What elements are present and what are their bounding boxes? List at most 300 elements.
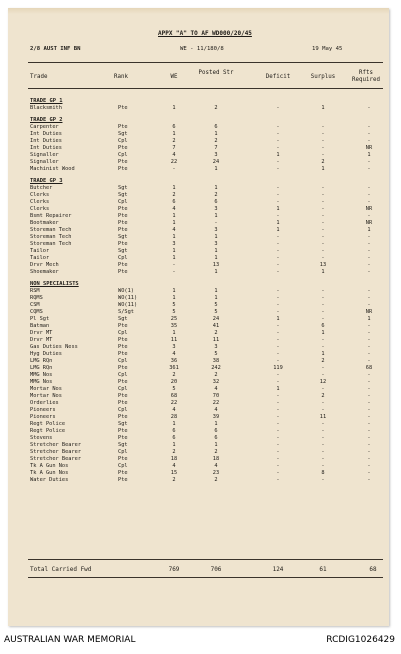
cell-trade: Mortar Nos: [30, 386, 62, 392]
cell-rank: WO(11): [118, 295, 138, 301]
cell-deficit: -: [276, 463, 280, 469]
cell-rfts: -: [367, 185, 371, 191]
cell-rfts: -: [367, 463, 371, 469]
cell-trade: Shoemaker: [30, 269, 59, 275]
table-row: [8, 295, 389, 302]
cell-rfts: -: [367, 234, 371, 240]
cell-trade: Stevens: [30, 435, 53, 441]
cell-trade: Blacksmith: [30, 105, 62, 111]
cell-posted: 6: [214, 124, 218, 130]
cell-rfts: -: [367, 295, 371, 301]
footer-source: AUSTRALIAN WAR MEMORIAL: [4, 635, 136, 645]
cell-we: 2: [172, 372, 176, 378]
cell-surplus: 1: [321, 166, 325, 172]
table-row: [8, 166, 389, 173]
cell-rank: Pte: [118, 435, 128, 441]
cell-posted: 4: [214, 463, 218, 469]
cell-posted: 3: [214, 241, 218, 247]
cell-rfts: -: [367, 262, 371, 268]
cell-deficit: -: [276, 344, 280, 350]
table-row: [8, 185, 389, 192]
cell-rank: Pte: [118, 456, 128, 462]
cell-we: 1: [172, 131, 176, 137]
cell-surplus: 1: [321, 351, 325, 357]
cell-rank: Pte: [118, 351, 128, 357]
cell-rank: Pte: [118, 393, 128, 399]
cell-we: 5: [172, 309, 176, 315]
cell-posted: 70: [212, 393, 220, 399]
cell-deficit: -: [276, 166, 280, 172]
cell-rank: Sgt: [118, 185, 128, 191]
cell-trade: LMG RQn: [30, 358, 53, 364]
col-header-we: WE: [170, 74, 178, 80]
cell-we: 11: [170, 337, 178, 343]
cell-rank: Pte: [118, 145, 128, 151]
totals-bottom-rule: [28, 577, 383, 578]
cell-surplus: -: [321, 124, 325, 130]
cell-trade: Clerks: [30, 192, 50, 198]
cell-trade: Drvr MT: [30, 330, 53, 336]
cell-posted: 1: [214, 288, 218, 294]
cell-surplus: -: [321, 138, 325, 144]
cell-surplus: -: [321, 192, 325, 198]
table-row: [8, 351, 389, 358]
cell-posted: 1: [214, 421, 218, 427]
section-heading: TRADE GP 2: [30, 117, 63, 123]
cell-surplus: -: [321, 302, 325, 308]
cell-surplus: -: [321, 463, 325, 469]
cell-rfts: 1: [367, 152, 371, 158]
cell-trade: Drvr MT: [30, 337, 53, 343]
cell-rank: Pte: [118, 206, 128, 212]
cell-posted: 3: [214, 152, 218, 158]
col-header-posted: Posted Str: [198, 70, 234, 76]
cell-we: 35: [170, 323, 178, 329]
table-row: [8, 255, 389, 262]
cell-rfts: -: [367, 379, 371, 385]
cell-we: 5: [172, 302, 176, 308]
cell-posted: 5: [214, 302, 218, 308]
cell-surplus: -: [321, 400, 325, 406]
cell-deficit: -: [276, 358, 280, 364]
table-row: [8, 159, 389, 166]
cell-rank: Pte: [118, 379, 128, 385]
cell-rfts: -: [367, 470, 371, 476]
table-row: [8, 199, 389, 206]
cell-posted: 2: [214, 105, 218, 111]
table-row: [8, 220, 389, 227]
table-row: [8, 192, 389, 199]
cell-we: 361: [169, 365, 179, 371]
cell-we: 1: [172, 330, 176, 336]
cell-deficit: -: [276, 337, 280, 343]
cell-posted: 1: [214, 269, 218, 275]
cell-we: 1: [172, 295, 176, 301]
cell-we: 4: [172, 407, 176, 413]
cell-trade: Pioneers: [30, 414, 56, 420]
cell-trade: Tk A Gun Nos: [30, 463, 69, 469]
table-row: [8, 234, 389, 241]
cell-posted: 13: [212, 262, 220, 268]
cell-posted: 2: [214, 449, 218, 455]
cell-rank: Pte: [118, 105, 128, 111]
table-row: [8, 470, 389, 477]
cell-surplus: 6: [321, 323, 325, 329]
cell-deficit: -: [276, 185, 280, 191]
cell-posted: 22: [212, 400, 220, 406]
cell-rank: Cpl: [118, 152, 128, 158]
cell-rfts: -: [367, 241, 371, 247]
cell-we: 1: [172, 234, 176, 240]
table-row: [8, 241, 389, 248]
cell-posted: 5: [214, 309, 218, 315]
table-row: [8, 407, 389, 414]
table-row: [8, 393, 389, 400]
cell-rfts: 1: [367, 316, 371, 322]
cell-deficit: -: [276, 442, 280, 448]
cell-surplus: 2: [321, 393, 325, 399]
cell-trade: Bsmt Repairer: [30, 213, 72, 219]
cell-rank: Sgt: [118, 442, 128, 448]
cell-deficit: -: [276, 400, 280, 406]
cell-trade: Tailor: [30, 248, 50, 254]
cell-we: 6: [172, 435, 176, 441]
cell-rfts: -: [367, 435, 371, 441]
cell-rank: Pte: [118, 428, 128, 434]
cell-posted: 3: [214, 227, 218, 233]
table-row: [8, 138, 389, 145]
cell-deficit: -: [276, 435, 280, 441]
cell-trade: Gas Duties Ness: [30, 344, 78, 350]
cell-deficit: -: [276, 449, 280, 455]
col-header-deficit: Deficit: [265, 74, 291, 80]
cell-posted: 2: [214, 477, 218, 483]
cell-we: 1: [172, 288, 176, 294]
cell-posted: 242: [211, 365, 221, 371]
cell-we: 3: [172, 241, 176, 247]
cell-posted: 1: [214, 185, 218, 191]
cell-deficit: -: [276, 407, 280, 413]
cell-we: 4: [172, 206, 176, 212]
cell-deficit: -: [276, 213, 280, 219]
cell-rfts: -: [367, 105, 371, 111]
cell-trade: Pioneers: [30, 407, 56, 413]
cell-posted: 11: [212, 337, 220, 343]
totals-we: 769: [168, 566, 180, 573]
cell-rfts: -: [367, 400, 371, 406]
cell-surplus: -: [321, 288, 325, 294]
cell-rfts: -: [367, 199, 371, 205]
cell-deficit: -: [276, 393, 280, 399]
cell-rfts: NR: [365, 309, 373, 315]
table-row: [8, 449, 389, 456]
cell-rfts: -: [367, 166, 371, 172]
cell-deficit: -: [276, 372, 280, 378]
cell-deficit: -: [276, 105, 280, 111]
col-header-rfts: Rfts Required: [352, 70, 380, 83]
cell-trade: Bootmaker: [30, 220, 59, 226]
cell-deficit: 1: [276, 227, 280, 233]
cell-rank: Pte: [118, 470, 128, 476]
cell-surplus: -: [321, 145, 325, 151]
cell-trade: Mortar Nos: [30, 393, 62, 399]
table-row: [8, 131, 389, 138]
cell-rfts: -: [367, 421, 371, 427]
cell-rank: Pte: [118, 213, 128, 219]
cell-surplus: -: [321, 309, 325, 315]
table-row: [8, 442, 389, 449]
cell-rfts: -: [367, 351, 371, 357]
cell-surplus: -: [321, 372, 325, 378]
cell-rank: Cpl: [118, 407, 128, 413]
cell-trade: Stretcher Bearer: [30, 449, 82, 455]
cell-deficit: -: [276, 421, 280, 427]
cell-rank: Sgt: [118, 234, 128, 240]
header-bottom-rule: [28, 88, 383, 89]
cell-rfts: 68: [365, 365, 373, 371]
document-title: APPX "A" TO AF WD000/20/45: [158, 30, 252, 37]
cell-rfts: -: [367, 213, 371, 219]
cell-posted: 2: [214, 192, 218, 198]
cell-rfts: -: [367, 393, 371, 399]
cell-posted: 2: [214, 372, 218, 378]
totals-posted: 706: [210, 566, 222, 573]
cell-posted: 2: [214, 330, 218, 336]
cell-posted: 1: [214, 166, 218, 172]
cell-trade: RSM: [30, 288, 40, 294]
table-row: [8, 456, 389, 463]
cell-deficit: -: [276, 295, 280, 301]
cell-we: 25: [170, 316, 178, 322]
cell-surplus: 8: [321, 470, 325, 476]
cell-surplus: -: [321, 386, 325, 392]
cell-rank: Pte: [118, 477, 128, 483]
cell-posted: 2: [214, 138, 218, 144]
cell-surplus: -: [321, 199, 325, 205]
cell-rfts: -: [367, 344, 371, 350]
cell-rfts: -: [367, 124, 371, 130]
cell-posted: 24: [212, 316, 220, 322]
cell-posted: 4: [214, 407, 218, 413]
cell-rfts: 1: [367, 227, 371, 233]
table-row: [8, 463, 389, 470]
cell-deficit: 1: [276, 206, 280, 212]
cell-surplus: -: [321, 435, 325, 441]
cell-deficit: -: [276, 199, 280, 205]
cell-deficit: -: [276, 248, 280, 254]
cell-rfts: -: [367, 192, 371, 198]
cell-we: 4: [172, 227, 176, 233]
cell-we: 4: [172, 152, 176, 158]
cell-rfts: -: [367, 159, 371, 165]
cell-posted: 1: [214, 213, 218, 219]
table-row: [8, 358, 389, 365]
cell-rfts: -: [367, 302, 371, 308]
cell-trade: Signaller: [30, 159, 59, 165]
cell-rank: Pte: [118, 414, 128, 420]
archive-footer: [0, 630, 401, 654]
cell-trade: Water Duties: [30, 477, 69, 483]
cell-rank: Pte: [118, 227, 128, 233]
cell-we: 4: [172, 463, 176, 469]
cell-trade: Butcher: [30, 185, 53, 191]
cell-rfts: -: [367, 442, 371, 448]
cell-surplus: -: [321, 152, 325, 158]
cell-trade: Stretcher Bearer: [30, 442, 82, 448]
table-row: [8, 421, 389, 428]
cell-rank: WO(11): [118, 302, 138, 308]
cell-rfts: -: [367, 428, 371, 434]
cell-rfts: -: [367, 456, 371, 462]
table-row: [8, 400, 389, 407]
cell-rank: Cpl: [118, 255, 128, 261]
cell-rfts: -: [367, 323, 371, 329]
table-row: [8, 269, 389, 276]
cell-deficit: -: [276, 323, 280, 329]
cell-surplus: -: [321, 365, 325, 371]
cell-deficit: 1: [276, 152, 280, 158]
cell-trade: Hyg Duties: [30, 351, 62, 357]
cell-trade: Carpenter: [30, 124, 59, 130]
cell-we: 1: [172, 248, 176, 254]
cell-rfts: -: [367, 255, 371, 261]
cell-rfts: -: [367, 386, 371, 392]
cell-we: 4: [172, 351, 176, 357]
cell-trade: LMG RQn: [30, 365, 53, 371]
cell-surplus: 2: [321, 358, 325, 364]
cell-posted: 1: [214, 295, 218, 301]
cell-we: 6: [172, 428, 176, 434]
cell-rank: Pte: [118, 344, 128, 350]
cell-we: 68: [170, 393, 178, 399]
cell-surplus: -: [321, 185, 325, 191]
cell-posted: 7: [214, 145, 218, 151]
table-row: [8, 206, 389, 213]
cell-surplus: -: [321, 316, 325, 322]
table-row: [8, 344, 389, 351]
cell-rfts: -: [367, 358, 371, 364]
cell-deficit: -: [276, 192, 280, 198]
cell-rfts: -: [367, 372, 371, 378]
cell-surplus: -: [321, 344, 325, 350]
cell-trade: Drvr Mech: [30, 262, 59, 268]
cell-rfts: -: [367, 269, 371, 275]
cell-surplus: -: [321, 131, 325, 137]
cell-rank: S/Sgt: [118, 309, 134, 315]
cell-rank: Cpl: [118, 449, 128, 455]
table-row: [8, 262, 389, 269]
table-row: [8, 365, 389, 372]
section-heading: TRADE GP 1: [30, 98, 63, 104]
cell-rank: Pte: [118, 323, 128, 329]
cell-we: 2: [172, 477, 176, 483]
cell-deficit: -: [276, 428, 280, 434]
cell-we: 22: [170, 159, 178, 165]
unit-name: 2/8 AUST INF BN: [30, 46, 81, 52]
table-row: [8, 227, 389, 234]
col-header-rank: Rank: [114, 74, 128, 80]
cell-rank: Cpl: [118, 358, 128, 364]
cell-rfts: -: [367, 131, 371, 137]
cell-trade: Int Duties: [30, 145, 62, 151]
cell-posted: 1: [214, 131, 218, 137]
cell-surplus: 1: [321, 330, 325, 336]
table-row: [8, 213, 389, 220]
cell-surplus: -: [321, 248, 325, 254]
cell-trade: Storeman Tech: [30, 234, 72, 240]
cell-deficit: -: [276, 159, 280, 165]
cell-trade: RQMS: [30, 295, 43, 301]
cell-deficit: -: [276, 309, 280, 315]
cell-rank: Pte: [118, 124, 128, 130]
cell-posted: 5: [214, 351, 218, 357]
cell-rfts: -: [367, 138, 371, 144]
cell-surplus: 11: [319, 414, 327, 420]
cell-we: 20: [170, 379, 178, 385]
cell-rank: Pte: [118, 166, 128, 172]
cell-rfts: -: [367, 330, 371, 336]
cell-we: 1: [172, 213, 176, 219]
cell-surplus: -: [321, 421, 325, 427]
cell-rank: Cpl: [118, 138, 128, 144]
cell-rank: Sgt: [118, 192, 128, 198]
cell-deficit: 119: [273, 365, 283, 371]
cell-rank: Cpl: [118, 199, 128, 205]
cell-we: 1: [172, 220, 176, 226]
cell-trade: Orderlies: [30, 400, 59, 406]
cell-rank: Pte: [118, 241, 128, 247]
cell-trade: CQMS: [30, 309, 43, 315]
cell-deficit: -: [276, 470, 280, 476]
table-row: [8, 337, 389, 344]
cell-posted: 1: [214, 255, 218, 261]
cell-rank: Pte: [118, 159, 128, 165]
cell-posted: 41: [212, 323, 220, 329]
cell-surplus: -: [321, 227, 325, 233]
cell-rank: Sgt: [118, 421, 128, 427]
cell-posted: 6: [214, 435, 218, 441]
cell-we: 18: [170, 456, 178, 462]
cell-deficit: -: [276, 477, 280, 483]
cell-rank: Cpl: [118, 330, 128, 336]
cell-trade: Tailor: [30, 255, 50, 261]
cell-rank: Pte: [118, 269, 128, 275]
cell-rfts: -: [367, 288, 371, 294]
cell-surplus: -: [321, 241, 325, 247]
cell-surplus: 2: [321, 159, 325, 165]
cell-rank: Sgt: [118, 316, 128, 322]
cell-we: 2: [172, 192, 176, 198]
cell-surplus: 1: [321, 105, 325, 111]
table-row: [8, 105, 389, 112]
cell-surplus: -: [321, 337, 325, 343]
cell-rfts: -: [367, 407, 371, 413]
table-row: [8, 477, 389, 484]
cell-posted: 32: [212, 379, 220, 385]
section-heading: NON SPECIALISTS: [30, 281, 79, 287]
cell-trade: Clerks: [30, 206, 50, 212]
cell-rank: Pte: [118, 262, 128, 268]
cell-trade: Machinist Wood: [30, 166, 75, 172]
cell-we: 36: [170, 358, 178, 364]
table-row: [8, 379, 389, 386]
cell-surplus: 13: [319, 262, 327, 268]
cell-trade: MMG Nos: [30, 372, 53, 378]
totals-deficit: 124: [272, 566, 284, 573]
cell-trade: Signaller: [30, 152, 59, 158]
table-row: [8, 309, 389, 316]
cell-rank: Pte: [118, 365, 128, 371]
